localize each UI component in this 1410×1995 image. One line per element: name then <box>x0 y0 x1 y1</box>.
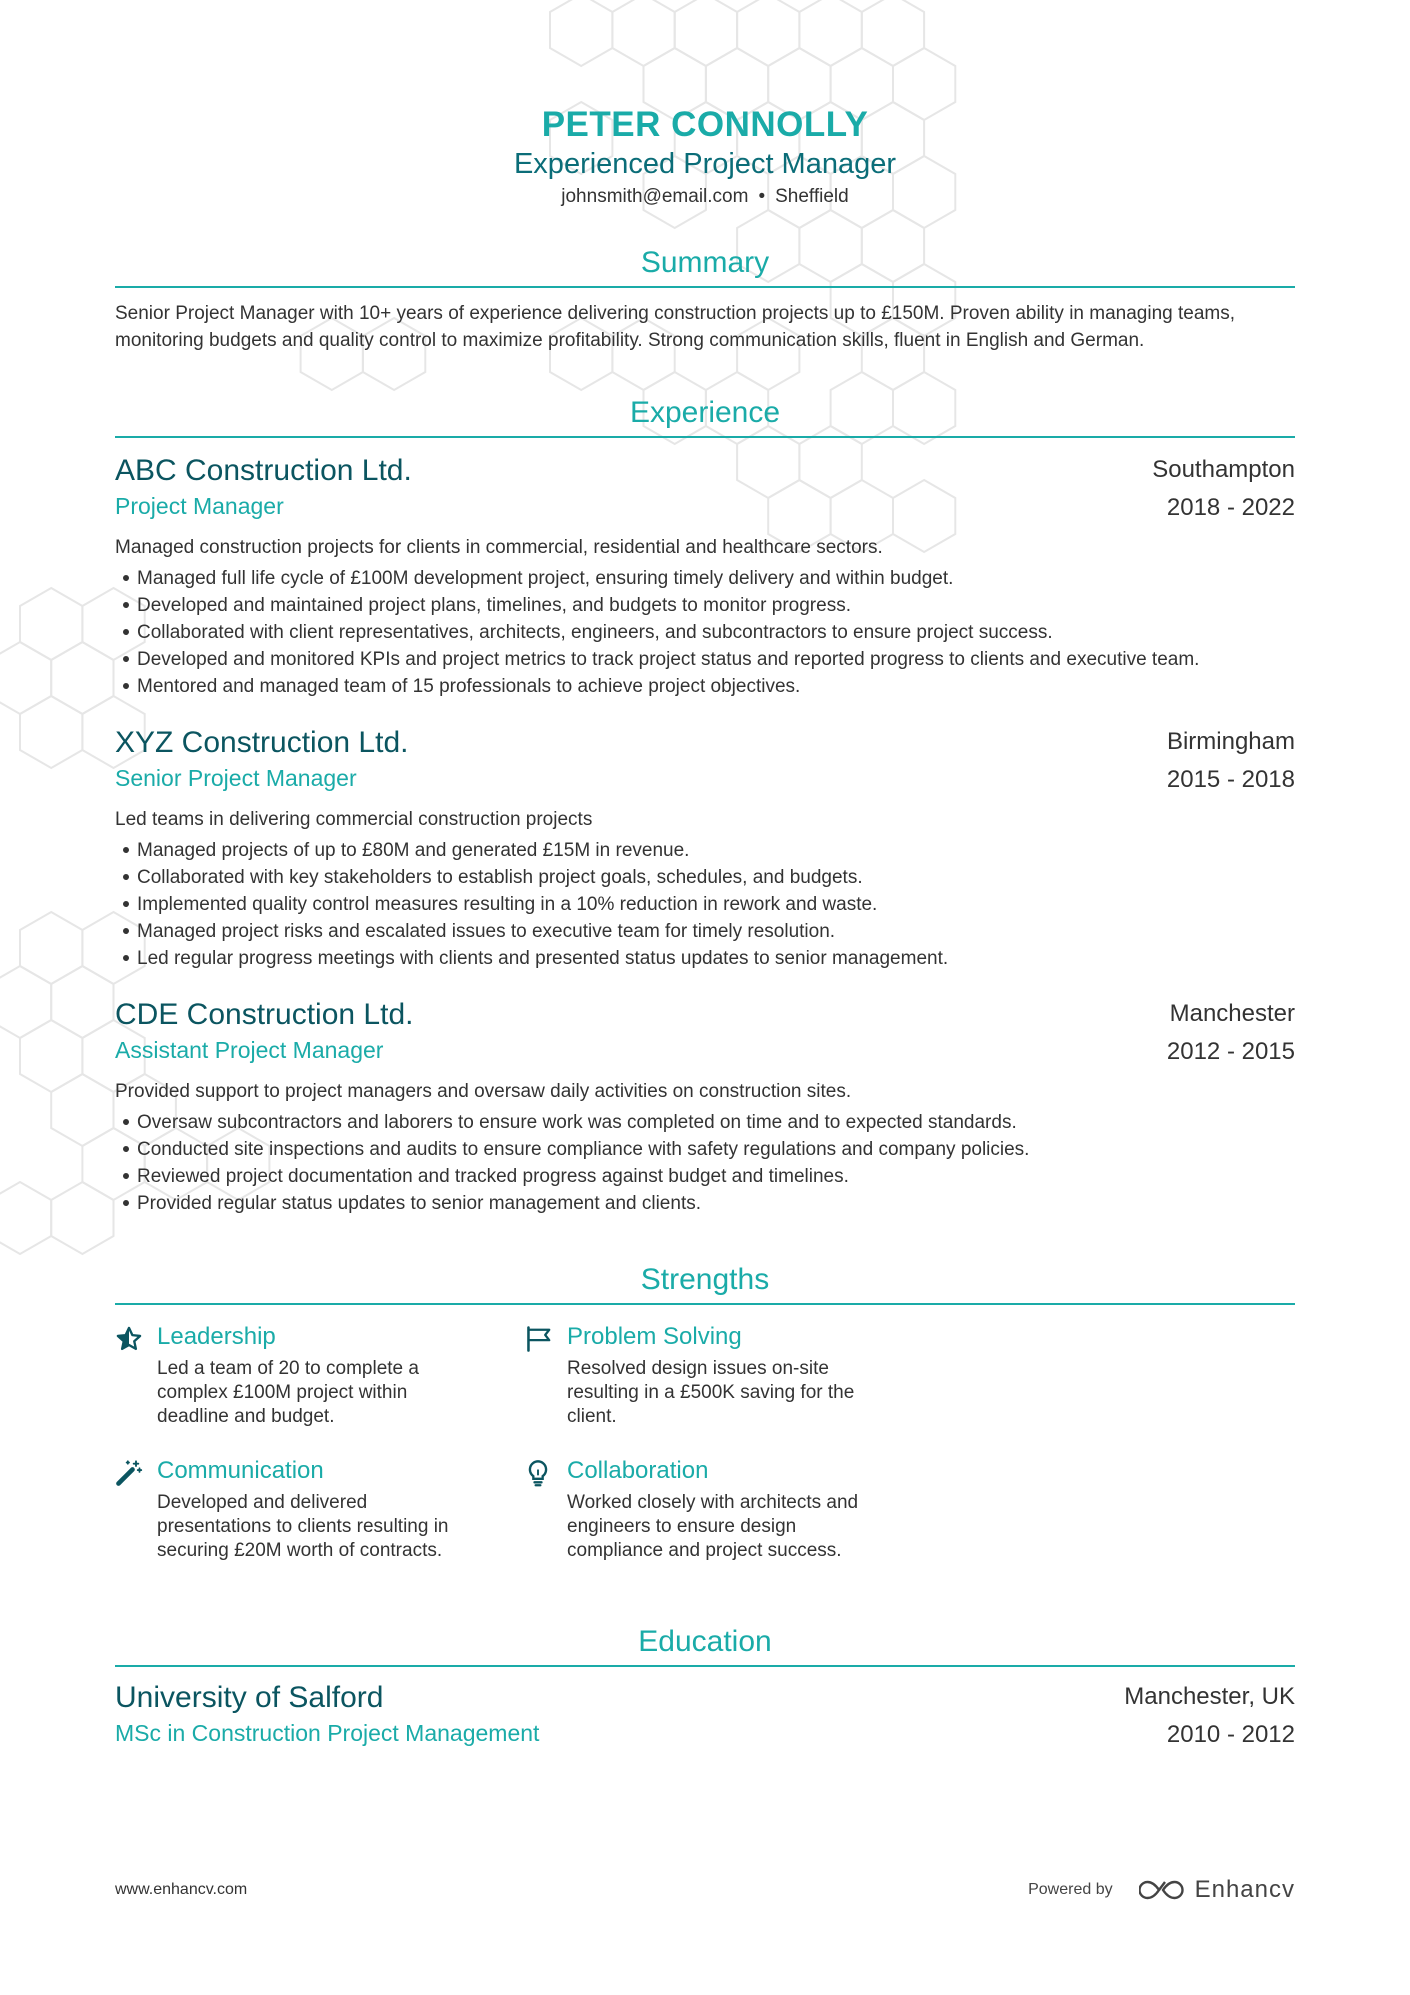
strength-description: Led a team of 20 to complete a complex £100M project within deadline and budget. <box>157 1358 419 1427</box>
contact-line <box>115 184 1295 210</box>
candidate-location: Sheffield <box>775 186 849 207</box>
strength-item <box>525 1321 935 1429</box>
strength-description: Developed and delivered presentations to clients resulting in securing £20M worth of contracts. <box>157 1492 449 1561</box>
experience-entry <box>115 724 1295 972</box>
experience-entry <box>115 452 1295 700</box>
hexagon-shape <box>20 1020 82 1092</box>
summary-section <box>115 244 1295 354</box>
job-bullet-list <box>115 1109 1295 1217</box>
strengths-heading: Strengths <box>115 1261 1295 1305</box>
hexagon-shape <box>51 966 113 1038</box>
contact-separator: • <box>758 186 766 207</box>
strength-title: Collaboration <box>567 1457 709 1484</box>
hexagon-shape <box>51 1074 113 1146</box>
job-bullet: Collaborated with key stakeholders to establish project goals, schedules, and budgets. <box>115 864 1295 891</box>
job-dates: 2012 - 2015 <box>1166 1038 1295 1065</box>
hexagon-shape <box>51 1182 113 1254</box>
job-bullet: Conducted site inspections and audits to ensure compliance with safety regulations and company policies. <box>115 1136 1295 1163</box>
job-role: Assistant Project Manager <box>115 1037 384 1063</box>
hexagon-shape <box>20 912 82 984</box>
job-location: Birmingham <box>1166 728 1295 755</box>
degree-name: MSc in Construction Project Management <box>115 1720 540 1746</box>
hexagon-shape <box>20 588 82 660</box>
enhancv-logo-icon <box>1139 1877 1185 1903</box>
school-name: University of Salford <box>115 1681 384 1714</box>
summary-text: Senior Project Manager with 10+ years of experience delivering construction projects up to £150M. Proven ability in managing teams, monitoring budgets and quality control to maximize profitability. Strong communication skills, fluent in English and German. <box>115 303 1236 351</box>
job-description: Provided support to project managers and oversaw daily activities on construction sites. <box>115 1081 852 1102</box>
page-footer <box>115 1876 1295 1904</box>
experience-section <box>115 394 1295 1217</box>
candidate-headline: Experienced Project Manager <box>513 148 897 180</box>
footer-url-link[interactable]: www.enhancv.com <box>115 1881 248 1898</box>
strength-description: Worked closely with architects and engineers to ensure design compliance and project success. <box>567 1492 859 1561</box>
education-section <box>115 1623 1295 1755</box>
hexagon-shape <box>51 642 113 714</box>
strength-item <box>115 1321 525 1429</box>
education-location: Manchester, UK <box>1124 1683 1295 1710</box>
job-bullet: Implemented quality control measures resulting in a 10% reduction in rework and waste. <box>115 891 1295 918</box>
experience-entry <box>115 996 1295 1217</box>
hexagon-shape <box>20 696 82 768</box>
company-name: CDE Construction Ltd. <box>115 998 414 1031</box>
job-location: Southampton <box>1152 456 1295 483</box>
education-dates: 2010 - 2012 <box>1166 1721 1295 1748</box>
job-location: Manchester <box>1169 1000 1295 1027</box>
strength-title: Problem Solving <box>567 1323 742 1350</box>
job-bullet: Collaborated with client representatives, architects, engineers, and subcontractors to ensure project success. <box>115 619 1295 646</box>
job-bullet-list <box>115 565 1295 700</box>
job-dates: 2015 - 2018 <box>1166 766 1295 793</box>
lightbulb-icon <box>525 1455 567 1563</box>
email-link[interactable]: johnsmith@email.com <box>561 186 749 207</box>
hexagon-shape <box>0 966 51 1038</box>
job-bullet: Oversaw subcontractors and laborers to ensure work was completed on time and to expected standards. <box>115 1109 1295 1136</box>
hexagon-shape <box>0 642 51 714</box>
job-bullet: Managed projects of up to £80M and generated £15M in revenue. <box>115 837 1295 864</box>
star-icon <box>115 1321 157 1429</box>
strength-description: Resolved design issues on-site resulting in a £500K saving for the client. <box>567 1358 855 1427</box>
company-name: XYZ Construction Ltd. <box>115 726 409 759</box>
job-bullet-list <box>115 837 1295 972</box>
powered-by-label: Powered by <box>1028 1881 1113 1898</box>
job-bullet: Developed and maintained project plans, timelines, and budgets to monitor progress. <box>115 592 1295 619</box>
job-bullet: Reviewed project documentation and tracked progress against budget and timelines. <box>115 1163 1295 1190</box>
job-bullet: Developed and monitored KPIs and project metrics to track project status and reported progress to clients and executive team. <box>115 646 1295 673</box>
strength-item <box>525 1455 935 1563</box>
job-bullet: Managed project risks and escalated issues to executive team for timely resolution. <box>115 918 1295 945</box>
strength-title: Communication <box>157 1457 324 1484</box>
job-bullet: Managed full life cycle of £100M development project, ensuring timely delivery and within budget. <box>115 565 1295 592</box>
job-description: Led teams in delivering commercial construction projects <box>115 809 593 830</box>
job-bullet: Provided regular status updates to senior management and clients. <box>115 1190 1295 1217</box>
job-bullet: Mentored and managed team of 15 professionals to achieve project objectives. <box>115 673 1295 700</box>
experience-heading: Experience <box>115 394 1295 438</box>
magic-wand-icon <box>115 1455 157 1563</box>
strengths-section <box>115 1261 1295 1589</box>
job-dates: 2018 - 2022 <box>1166 494 1295 521</box>
job-bullet: Led regular progress meetings with clients and presented status updates to senior management. <box>115 945 1295 972</box>
summary-heading: Summary <box>115 244 1295 288</box>
company-name: ABC Construction Ltd. <box>115 454 412 487</box>
hexagon-shape <box>0 1182 51 1254</box>
resume-page <box>115 0 1295 1995</box>
strength-title: Leadership <box>157 1323 276 1350</box>
job-role: Senior Project Manager <box>115 765 357 791</box>
education-heading: Education <box>115 1623 1295 1667</box>
flag-icon <box>525 1321 567 1429</box>
strength-item <box>115 1455 525 1563</box>
job-description: Managed construction projects for clients in commercial, residential and healthcare sectors. <box>115 537 883 558</box>
candidate-name: PETER CONNOLLY <box>541 105 869 144</box>
job-role: Project Manager <box>115 493 284 519</box>
enhancv-brand-name[interactable]: Enhancv <box>1194 1876 1295 1903</box>
resume-header <box>115 0 1295 210</box>
